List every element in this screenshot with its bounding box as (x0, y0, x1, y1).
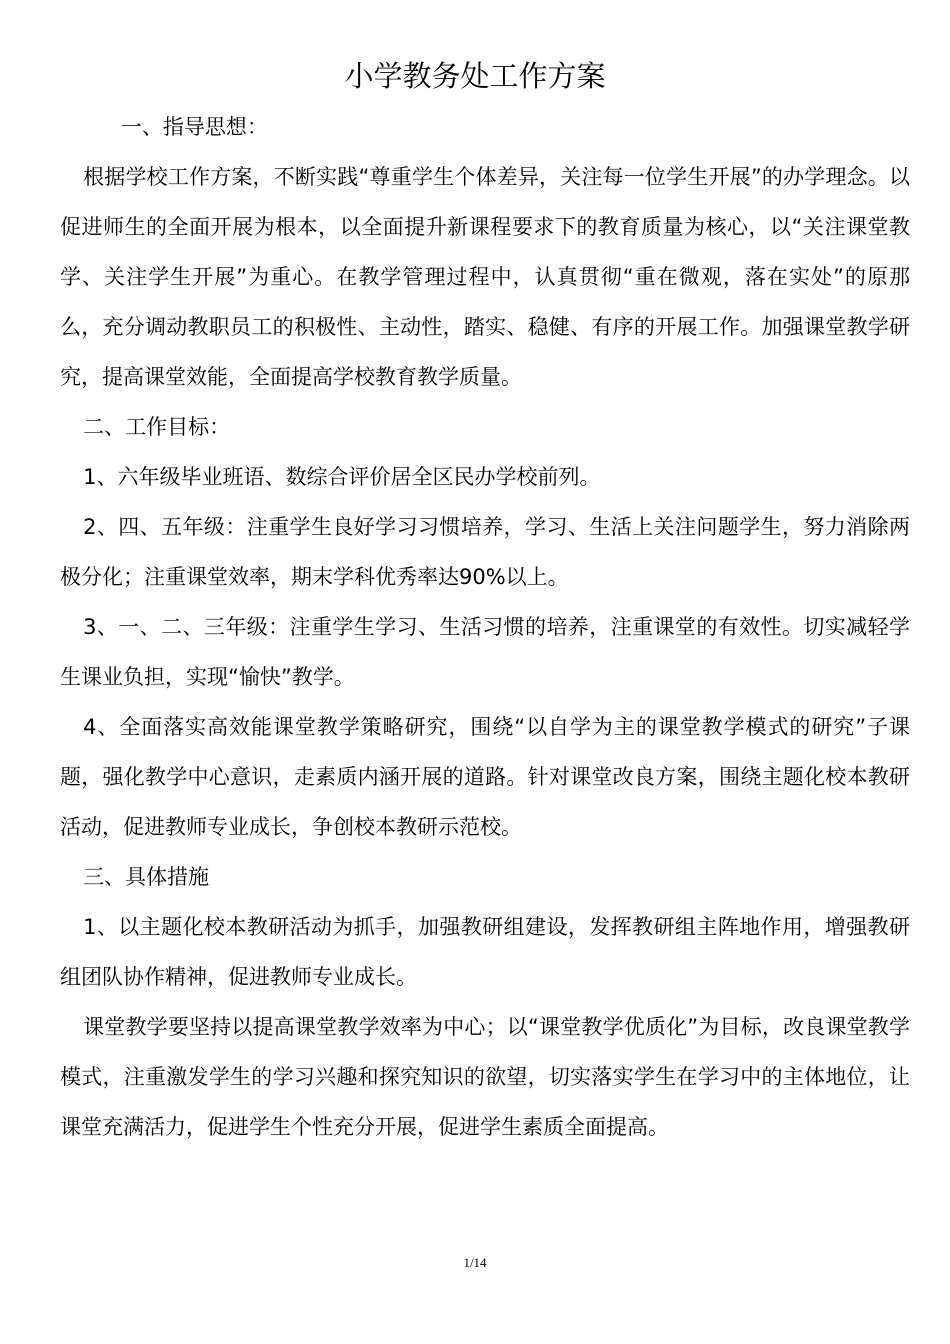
section-heading-guiding-ideology: 一、指导思想： (120, 115, 268, 139)
goal-item-4: 4、全面落实高效能课堂教学策略研究，围绕“以自学为主的课堂教学模式的研究”子课题，强化教学中心意识，走素质内涵开展的道路。针对课堂改良方案，围绕主题化校本教研活动，促进教师专业成长，争创校本教研示范校。 (60, 715, 910, 839)
section-heading-work-goals: 二、工作目标： (83, 415, 231, 439)
document-body (60, 102, 910, 1152)
page-title: 小学教务处工作方案 (344, 59, 606, 93)
paragraph-classroom-teaching: 课堂教学要坚持以提高课堂教学效率为中心；以“课堂教学优质化”为目标，改良课堂教学模式，注重激发学生的学习兴趣和探究知识的欲望，切实落实学生在学习中的主体地位，让课堂充满活力，促进学生个性充分开展，促进学生素质全面提高。 (60, 1015, 910, 1139)
section-heading-specific-measures: 三、具体措施 (83, 865, 210, 889)
measure-item-1: 1、以主题化校本教研活动为抓手，加强教研组建设，发挥教研组主阵地作用，增强教研组团队协作精神，促进教师专业成长。 (60, 915, 910, 989)
goal-item-1: 1、六年级毕业班语、数综合评价居全区民办学校前列。 (83, 465, 601, 489)
paragraph-guiding-ideology: 根据学校工作方案，不断实践“尊重学生个体差异，关注每一位学生开展”的办学理念。以促进师生的全面开展为根本，以全面提升新课程要求下的教育质量为核心，以“关注课堂教学、关注学生开展”为重心。在教学管理过程中，认真贯彻“重在微观，落在实处”的原那么，充分调动教职员工的积极性、主动性，踏实、稳健、有序的开展工作。加强课堂教学研究，提高课堂效能，全面提高学校教育教学质量。 (60, 165, 910, 389)
goal-item-3: 3、一、二、三年级：注重学生学习、生活习惯的培养，注重课堂的有效性。切实减轻学生课业负担，实现“愉快”教学。 (60, 615, 910, 689)
goal-item-2: 2、四、五年级：注重学生良好学习习惯培养，学习、生活上关注问题学生，努力消除两极分化；注重课堂效率，期末学科优秀率达90%以上。 (60, 515, 910, 589)
page-number: 1/14 (463, 1255, 487, 1270)
